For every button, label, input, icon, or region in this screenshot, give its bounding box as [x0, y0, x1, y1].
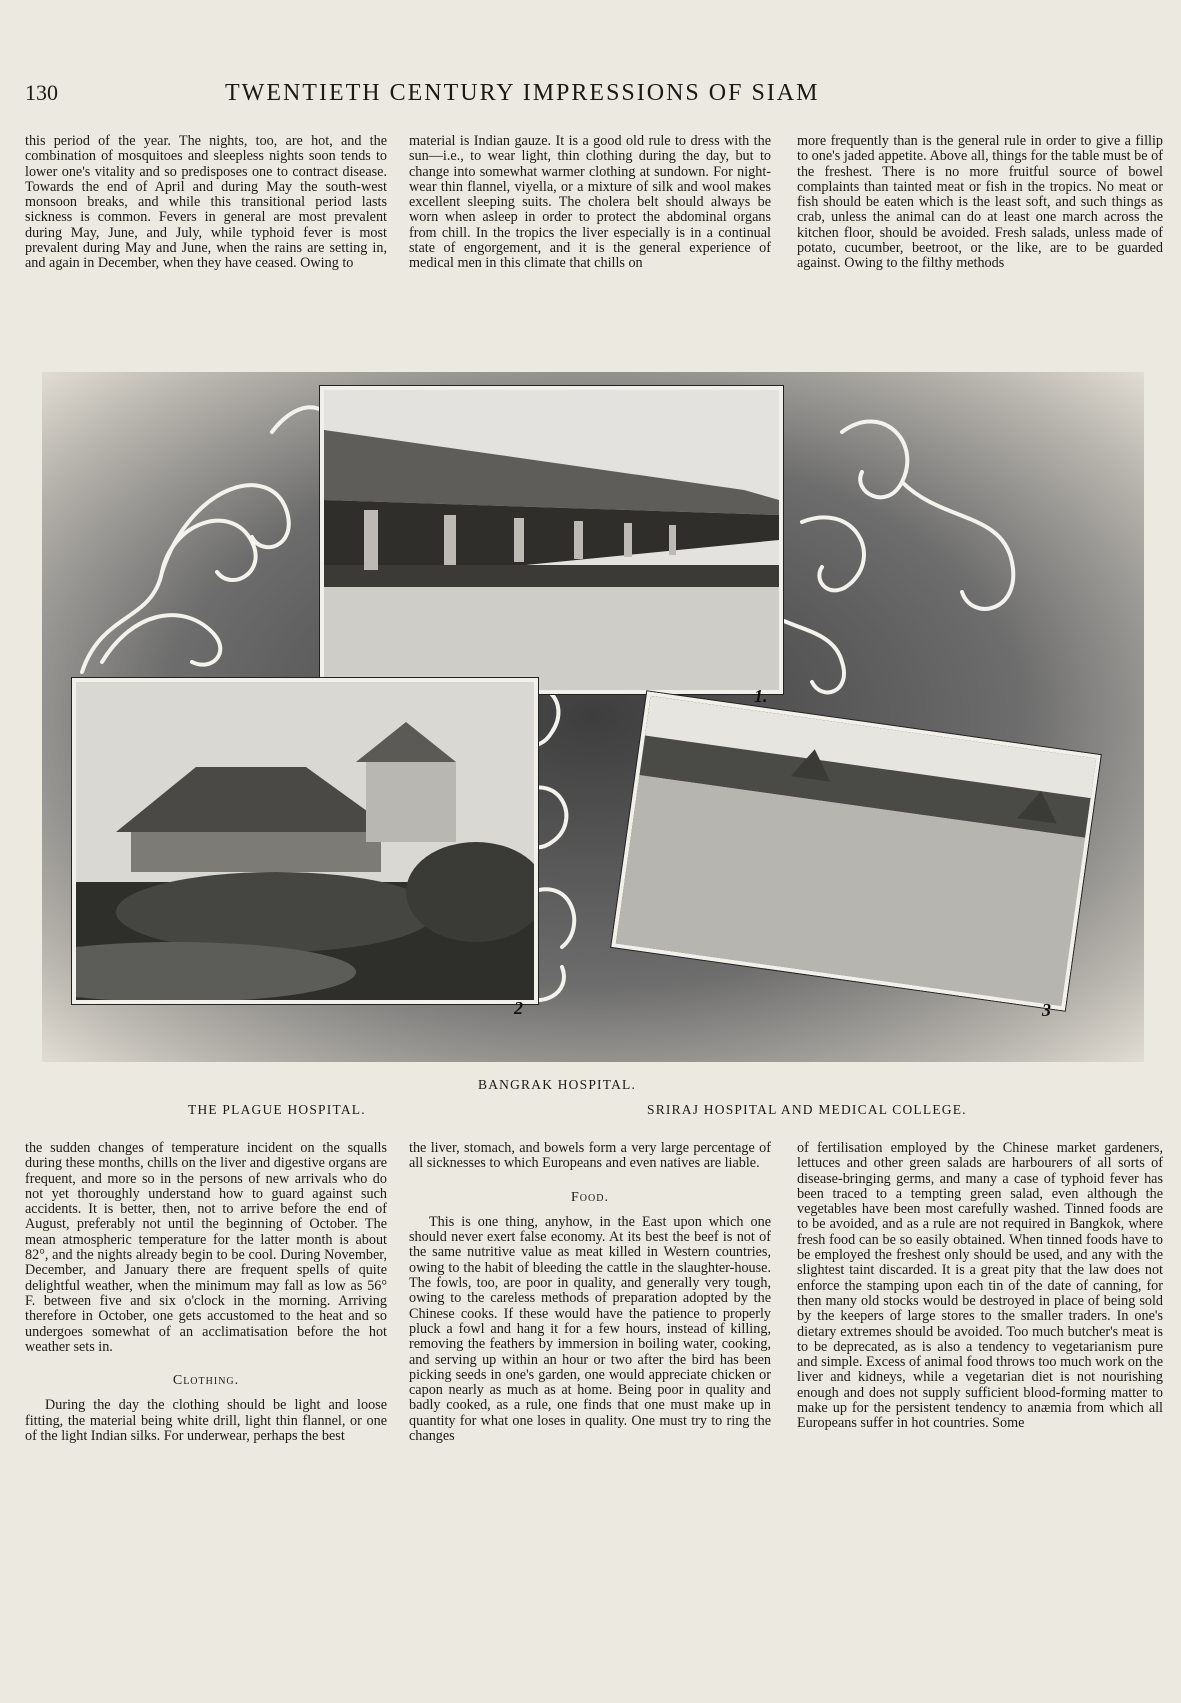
bottom-column-2	[409, 1141, 771, 1444]
plate-number-1: 1.	[754, 686, 768, 706]
bottom-column-3-paragraph-1: of fertilisation employed by the Chinese market gardeners, lettuces and other green salads are harbourers of all sorts of disease-bringing germs, and many a case of typhoid fever has been traced to a tempting green salad, even although the vegetables have been most carefully washed. Tinned foods are to be avoided, and as a rule are not required in Bangkok, where fresh food can be so easily obtained. When tinned foods have to be employed the freshest only should be used, and any with the slightest taint discarded. It is a great pity that the law does not enforce the stamping upon each tin of the date of canning, for then many old stocks would be destroyed in place of being sold by the keepers of large stores to the smaller traders. In one's dietary extremes should be avoided. Too much butcher's meat is to be deprecated, as is also a tendency to vegetarianism pure and simple. Excess of animal food throws too much work on the liver and kidneys, while a vegetarian diet is not nourishing enough and does not supply sufficient blood-forming matter to make up for the persistent tendency to anæmia from which all Europeans suffer in hot countries. Some	[797, 1140, 1163, 1432]
photo-bangrak-hospital	[320, 386, 783, 694]
caption-bangrak-hospital: BANGRAK HOSPITAL.	[478, 1077, 637, 1092]
bottom-column-2-paragraph-1: the liver, stomach, and bowels form a very large percentage of all sicknesses to which Europeans and even natives are liable.	[409, 1140, 771, 1172]
page-number: 130	[25, 80, 58, 105]
top-column-1	[25, 134, 387, 272]
top-column-2	[409, 134, 771, 272]
heading-clothing: Clothing.	[172, 1373, 240, 1389]
bottom-column-1-paragraph-1: the sudden changes of temperature incident on the squalls during these months, chills on the liver and digestive organs are frequent, and more so in the persons of new arrivals who do not yet thoroughly understand how to guard against such accidents. It is better, then, not to arrive before the end of August, preferably not until the beginning of October. The mean atmospheric temperature for the latter month is about 82°, and the nights already begin to be cool. During November, December, and January there are frequent spells of quite delightful weather, when the minimum may fall as low as 56° F. between five and six o'clock in the morning. Arriving therefore in October, one gets accustomed to the heat and so undergoes somewhat of an acclimatisation before the hot weather sets in.	[25, 1140, 387, 1355]
bottom-column-1	[25, 1141, 387, 1444]
caption-sriraj-hospital: SRIRAJ HOSPITAL AND MEDICAL COLLEGE.	[647, 1102, 967, 1117]
heading-food: Food.	[571, 1189, 609, 1205]
bottom-column-2-paragraph-2: This is one thing, anyhow, in the East upon which one should never exert false economy. At its best the beef is not of the same nutritive value as meat killed in Western countries, owing to the habit of bleeding the cattle in the slaughter-house. The fowls, too, are poor in quality, and generally very tough, owing to the careless methods of preparation adopted by the Chinese cooks. If these would have the patience to properly pluck a fowl and hang it for a few hours, instead of killing, removing the feathers by immersion in boiling water, cooking, and serving up within an hour or two after the bird has been picking seeds in one's garden, one would appreciate chicken or capon nearly as much as at home. Being poor in quality and badly cooked, as a rule, one finds that one must make up in quantity for what one loses in quality. One must try to ring the changes	[409, 1213, 771, 1445]
photo-plague-hospital	[72, 678, 538, 1004]
top-column-2-text: material is Indian gauze. It is a good old rule to dress with the sun—i.e., to wear light, thin clothing during the day, but to change into somewhat warmer clothing at sundown. For night-wear thin flannel, viyella, or a mixture of silk and wool makes excellent sleeping suits. The cholera belt should always be worn when asleep in order to protect the abdominal organs from chill. In the tropics the liver especially is in a continual state of engorgement, and it is the general experience of medical men in this climate that chills on	[409, 133, 771, 272]
top-column-3-text: more frequently than is the general rule in order to give a fillip to one's jaded appetite. Above all, things for the table must be of the freshest. There is no more fruitful source of bowel complaints than tainted meat or fish in the tropics. No meat or fish should be eaten which is the least soft, and such things as crab, unless the animal can do at least one march across the kitchen floor, should be avoided. Fresh salads, unless made of potato, cucumber, beetroot, or the like, are to be guarded against. Owing to the filthy methods	[797, 133, 1163, 272]
bottom-column-3	[797, 1141, 1163, 1432]
running-title: TWENTIETH CENTURY IMPRESSIONS OF SIAM	[225, 80, 820, 106]
top-column-1-text: this period of the year. The nights, too, are hot, and the combination of mosquitoes and sleepless nights soon tends to lower one's vitality and so predisposes one to contract disease. Towards the end of April and during May the south-west monsoon breaks, and while this transitional period lasts sickness is common. Fevers in general are most prevalent during May, June, and July, while typhoid fever is most prevalent during May and June, when the rains are setting in, and again in December, when they have ceased. Owing to	[25, 133, 387, 272]
caption-plague-hospital: THE PLAGUE HOSPITAL.	[188, 1102, 366, 1117]
top-column-3	[797, 134, 1163, 272]
bottom-column-1-paragraph-2: During the day the clothing should be light and loose fitting, the material being white drill, light thin flannel, or one of the light Indian silks. For underwear, perhaps the best	[25, 1397, 387, 1445]
plate-number-3: 3	[1042, 1000, 1051, 1020]
photo-plate	[42, 372, 1144, 1062]
plate-number-2: 2	[514, 998, 523, 1018]
